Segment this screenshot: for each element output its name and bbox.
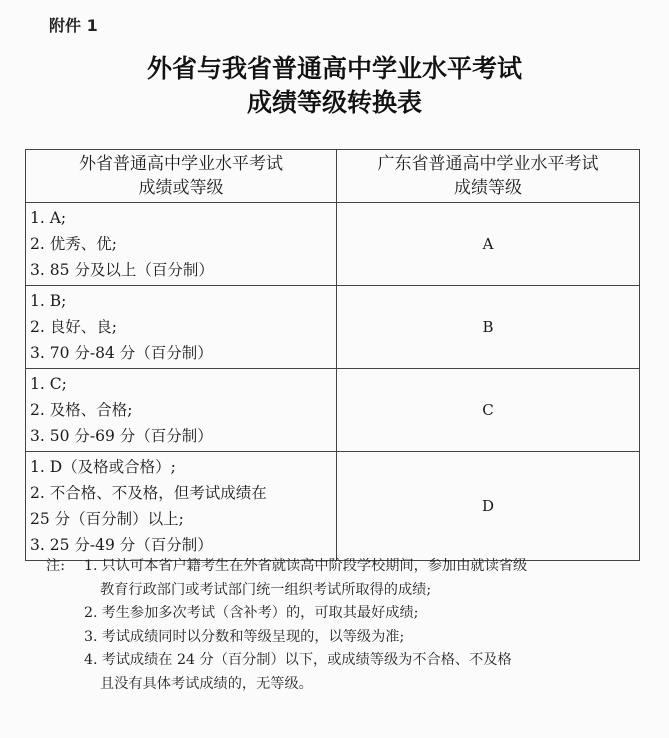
criteria-line: 3. 85 分及以上（百分制） xyxy=(30,261,214,279)
criteria-cell xyxy=(26,452,337,561)
criteria-line: 3. 25 分-49 分（百分制） xyxy=(30,536,213,554)
criteria-cell xyxy=(26,369,337,452)
criteria-line: 1. A; xyxy=(30,209,67,227)
header-line: 成绩等级 xyxy=(454,178,522,198)
criteria-line: 1. B; xyxy=(30,292,67,310)
document-title xyxy=(0,52,669,120)
table-row xyxy=(26,286,640,369)
header-line: 成绩或等级 xyxy=(138,178,224,198)
criteria-line: 25 分（百分制）以上; xyxy=(30,510,184,528)
title-line: 外省与我省普通高中学业水平考试 xyxy=(146,54,522,83)
criteria-cell xyxy=(26,286,337,369)
notes-prefix: 注: xyxy=(46,558,65,574)
grade-cell: B xyxy=(337,286,640,369)
header-other-province xyxy=(26,150,337,203)
note-number: 2. xyxy=(84,605,98,621)
note-item xyxy=(46,649,646,696)
criteria-line: 3. 50 分-69 分（百分制） xyxy=(30,427,213,445)
table-row xyxy=(26,203,640,286)
note-line: 考试成绩同时以分数和等级呈现的，以等级为准; xyxy=(101,628,405,645)
criteria-line: 1. D（及格或合格）; xyxy=(30,458,176,476)
header-line: 广东省普通高中学业水平考试 xyxy=(377,154,599,174)
criteria-line: 3. 70 分-84 分（百分制） xyxy=(30,344,213,362)
attachment-label: 附件 1 xyxy=(49,16,98,35)
table-header-row xyxy=(26,150,640,203)
criteria-line: 2. 及格、合格; xyxy=(30,401,133,419)
title-line: 成绩等级转换表 xyxy=(246,88,422,117)
note-number: 1. xyxy=(84,558,98,574)
note-line: 考试成绩在 24 分（百分制）以下，或成绩等级为不合格、不及格 xyxy=(101,652,512,668)
note-number: 3. xyxy=(84,628,98,645)
header-line: 外省普通高中学业水平考试 xyxy=(79,154,283,174)
grade-cell: D xyxy=(337,452,640,561)
notes-section xyxy=(46,555,646,696)
table-row xyxy=(26,369,640,452)
note-line: 考生参加多次考试（含补考）的，可取其最好成绩; xyxy=(101,605,419,621)
note-line: 且没有具体考试成绩的，无等级。 xyxy=(100,675,313,692)
note-item xyxy=(46,555,646,602)
header-guangdong xyxy=(337,150,640,203)
grade-cell: C xyxy=(337,369,640,452)
note-line: 只认可本省户籍考生在外省就读高中阶段学校期间，参加由就读省级 xyxy=(101,558,528,574)
note-item xyxy=(46,626,646,650)
note-number: 4. xyxy=(84,652,98,668)
note-line: 教育行政部门或考试部门统一组织考试所取得的成绩; xyxy=(100,581,432,598)
criteria-cell xyxy=(26,203,337,286)
grade-conversion-table xyxy=(25,149,640,561)
criteria-line: 1. C; xyxy=(30,375,67,393)
criteria-line: 2. 良好、良; xyxy=(30,318,117,336)
note-item xyxy=(46,602,646,626)
criteria-line: 2. 不合格、不及格，但考试成绩在 xyxy=(30,484,267,502)
table-row xyxy=(26,452,640,561)
criteria-line: 2. 优秀、优; xyxy=(30,235,117,253)
grade-cell: A xyxy=(337,203,640,286)
